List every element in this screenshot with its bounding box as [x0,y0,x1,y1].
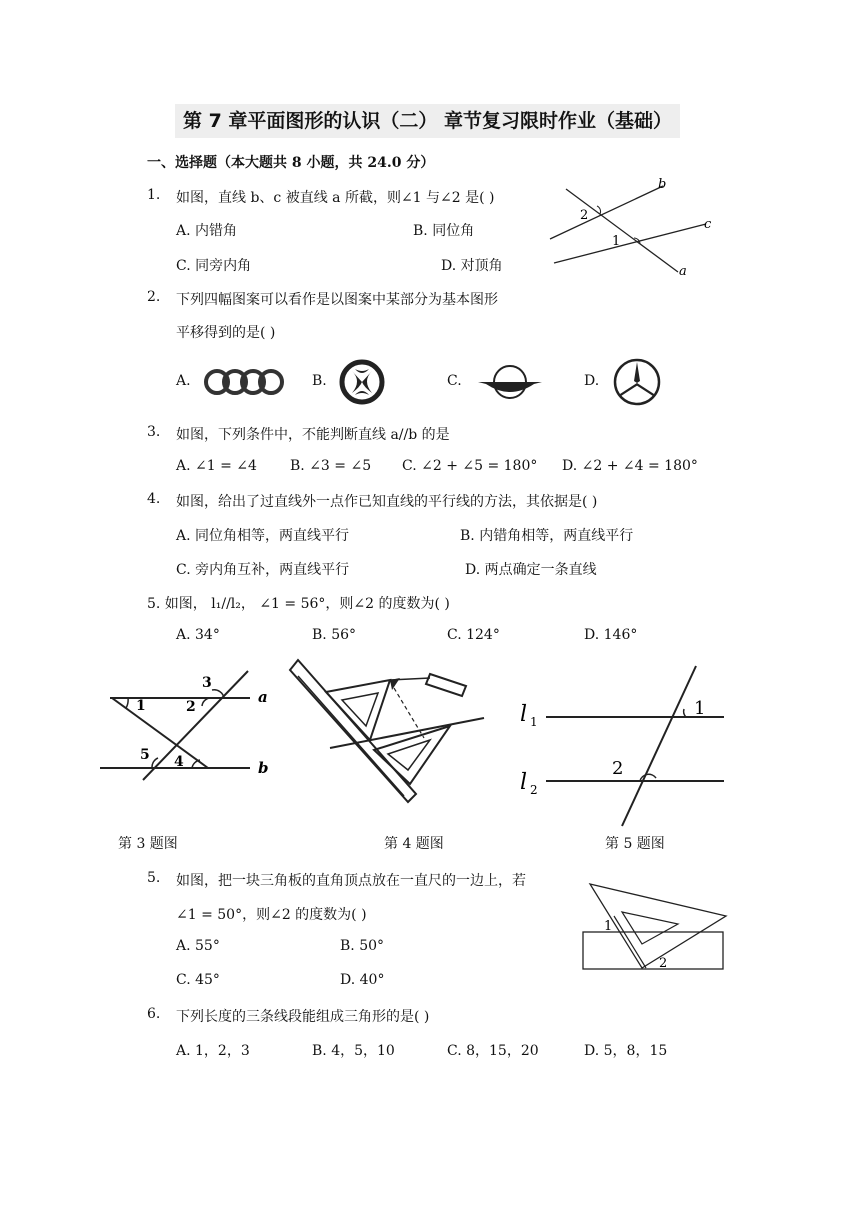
q3-number: 3. [147,424,161,440]
q5b-stem-line2: ∠1 = 50°，则∠2 的度数为( ) [176,907,367,923]
q4-option-d: D. 两点确定一条直线 [465,562,597,578]
q1-fig-label-c: c [704,217,712,232]
q5a-stem: 5. 如图， l₁//l₂， ∠1 = 56°，则∠2 的度数为( ) [147,596,450,612]
q2-option-b: B. [312,373,327,389]
q6-option-b: B. 4，5，10 [312,1043,395,1059]
q5b-option-c: C. 45° [176,972,220,988]
q2-number: 2. [147,289,161,305]
q5a-option-c: C. 124° [447,627,500,643]
q2-option-a: A. [176,373,191,389]
q3-stem: 如图，下列条件中，不能判断直线 a//b 的是 [176,427,450,443]
fig5-label-l2-sub: 2 [530,783,538,797]
fig5-label-l1: l [520,702,528,727]
q1-number: 1. [147,187,161,203]
q3-option-b: B. ∠3 = ∠5 [290,458,372,474]
q6-option-d: D. 5，8，15 [584,1043,668,1059]
q6-stem: 下列长度的三条线段能组成三角形的是( ) [176,1009,430,1025]
q2-option-d: D. [584,373,600,389]
fig5-caption: 第 5 题图 [605,836,665,852]
fig3-label-a: a [258,688,268,706]
q1-option-c: C. 同旁内角 [176,258,252,274]
q2-option-c: C. [447,373,462,389]
fig3-label-3: 3 [202,675,212,691]
q5b-stem-line1: 如图，把一块三角板的直角顶点放在一直尺的一边上，若 [176,873,526,889]
q3-option-a: A. ∠1 = ∠4 [176,458,257,474]
fig5-parallel-lines [516,666,726,828]
section-header: 一、选择题（本大题共 8 小题，共 24.0 分） [147,155,435,171]
fig3-label-4: 4 [174,754,184,770]
q5b-option-b: B. 50° [340,938,385,954]
q4-stem: 如图，给出了过直线外一点作已知直线的平行线的方法，其依据是( ) [176,494,598,510]
q5b-option-d: D. 40° [340,972,385,988]
fig3-label-2: 2 [186,699,196,715]
q2-stem-line1: 下列四幅图案可以看作是以图案中某部分为基本图形 [176,292,498,308]
q5b-number: 5. [147,870,161,886]
q1-figure [548,176,718,280]
page-title: 第 7 章平面图形的认识（二） 章节复习限时作业（基础） [175,104,680,138]
q5b-fig-label-2: 2 [659,956,668,971]
fig3-caption: 第 3 题图 [118,836,178,852]
q1-option-a: A. 内错角 [176,223,238,239]
q5b-fig-label-1: 1 [604,919,613,934]
q3-option-d: D. ∠2 + ∠4 = 180° [562,458,698,474]
q2-option-a-rings-icon [203,368,285,396]
q4-option-a: A. 同位角相等，两直线平行 [176,528,350,544]
q5a-option-a: A. 34° [176,627,220,643]
q6-option-c: C. 8，15，20 [447,1043,539,1059]
q1-fig-label-1: 1 [612,234,621,249]
q1-stem: 如图，直线 b、c 被直线 a 所截，则∠1 与∠2 是( ) [176,190,495,206]
q4-option-c: C. 旁内角互补，两直线平行 [176,562,350,578]
q1-fig-label-2: 2 [580,208,589,223]
q1-fig-label-b: b [658,177,667,192]
q5a-option-b: B. 56° [312,627,357,643]
q2-option-d-star-emblem-icon [612,357,662,407]
q5b-figure-ruler-triangle [580,878,730,974]
q2-stem-line2: 平移得到的是( ) [176,325,276,341]
fig3-label-5: 5 [140,747,150,763]
q4-option-b: B. 内错角相等，两直线平行 [460,528,634,544]
q1-option-d: D. 对顶角 [441,258,503,274]
fig5-label-2: 2 [612,758,624,779]
q5b-option-a: A. 55° [176,938,220,954]
fig3-label-b: b [258,759,269,777]
q3-option-c: C. ∠2 + ∠5 = 180° [402,458,538,474]
fig3-parallel-lines [98,668,278,780]
q1-fig-label-a: a [679,264,687,279]
q6-number: 6. [147,1006,161,1022]
fig4-ruler-triangles [290,660,490,802]
fig3-label-1: 1 [136,698,146,714]
fig5-label-l1-sub: 1 [530,715,538,729]
q2-option-b-emblem-icon [338,359,388,405]
fig5-label-l2: l [520,770,528,795]
q2-option-c-wing-icon [476,362,544,402]
q1-option-b: B. 同位角 [413,223,475,239]
q6-option-a: A. 1，2，3 [176,1043,250,1059]
fig4-caption: 第 4 题图 [384,836,444,852]
q5a-option-d: D. 146° [584,627,638,643]
fig5-label-1: 1 [694,698,706,719]
q4-number: 4. [147,491,161,507]
